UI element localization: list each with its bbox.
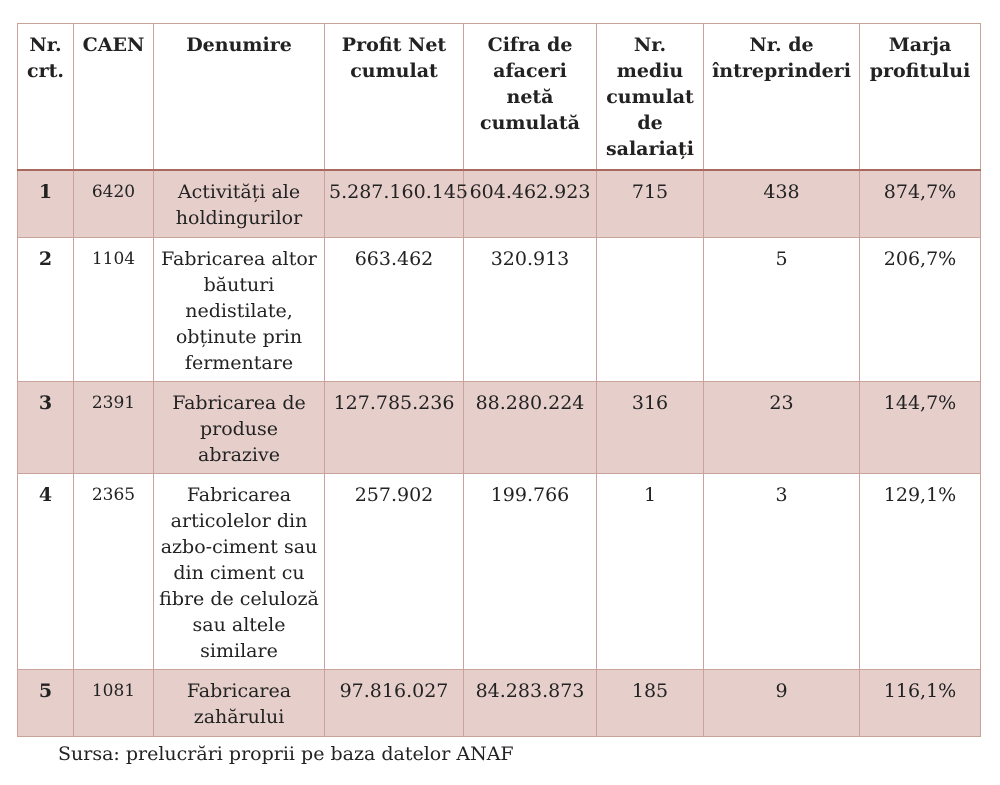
row-caen: 1081: [74, 669, 154, 736]
row-nr: 1: [18, 170, 74, 237]
row-marja: 116,1%: [860, 669, 981, 736]
table-row: [18, 473, 981, 669]
row-salariati: 185: [597, 669, 704, 736]
header-nr-crt: Nr. crt.: [18, 24, 74, 171]
row-caen: 2391: [74, 381, 154, 473]
row-profit: 127.785.236: [325, 381, 464, 473]
row-denumire: Fabricarea de produse abrazive: [154, 381, 325, 473]
row-salariati: 1: [597, 473, 704, 669]
header-caen: CAEN: [74, 24, 154, 171]
row-intreprinderi: 438: [704, 170, 860, 237]
row-profit: 663.462: [325, 237, 464, 381]
row-intreprinderi: 9: [704, 669, 860, 736]
row-denumire: Fabricarea altor băuturi nedistilate, obținute prin fermentare: [154, 237, 325, 381]
row-marja: 129,1%: [860, 473, 981, 669]
table-row: [18, 669, 981, 736]
row-nr: 4: [18, 473, 74, 669]
row-intreprinderi: 5: [704, 237, 860, 381]
row-denumire: Activități ale holdingurilor: [154, 170, 325, 237]
row-denumire: Fabricarea zahărului: [154, 669, 325, 736]
row-intreprinderi: 3: [704, 473, 860, 669]
table-row: [18, 170, 981, 237]
row-salariati: [597, 237, 704, 381]
row-salariati: 715: [597, 170, 704, 237]
row-cifra: 88.280.224: [464, 381, 597, 473]
row-nr: 3: [18, 381, 74, 473]
companies-table: [17, 23, 981, 737]
table-row: [18, 381, 981, 473]
row-cifra: 84.283.873: [464, 669, 597, 736]
row-marja: 874,7%: [860, 170, 981, 237]
row-marja: 144,7%: [860, 381, 981, 473]
row-caen: 6420: [74, 170, 154, 237]
row-caen: 1104: [74, 237, 154, 381]
row-profit: 257.902: [325, 473, 464, 669]
row-cifra: 199.766: [464, 473, 597, 669]
header-cifra-afaceri: Cifra de afaceri netă cumulată: [464, 24, 597, 171]
table-row: [18, 237, 981, 381]
header-row: [18, 24, 981, 171]
header-profit-net: Profit Net cumulat: [325, 24, 464, 171]
row-intreprinderi: 23: [704, 381, 860, 473]
source-note: Sursa: prelucrări proprii pe baza datelor ANAF: [58, 743, 514, 765]
header-denumire: Denumire: [154, 24, 325, 171]
row-denumire: Fabricarea articolelor din azbo-ciment sau din ciment cu fibre de celuloză sau altele similare: [154, 473, 325, 669]
row-cifra: 604.462.923: [464, 170, 597, 237]
header-nr-intreprinderi: Nr. de întreprinderi: [704, 24, 860, 171]
row-caen: 2365: [74, 473, 154, 669]
row-cifra: 320.913: [464, 237, 597, 381]
row-profit: 5.287.160.145: [325, 170, 464, 237]
row-salariati: 316: [597, 381, 704, 473]
row-marja: 206,7%: [860, 237, 981, 381]
row-profit: 97.816.027: [325, 669, 464, 736]
row-nr: 2: [18, 237, 74, 381]
header-marja: Marja profitului: [860, 24, 981, 171]
header-nr-salariati: Nr. mediu cumulat de salariați: [597, 24, 704, 171]
row-nr: 5: [18, 669, 74, 736]
